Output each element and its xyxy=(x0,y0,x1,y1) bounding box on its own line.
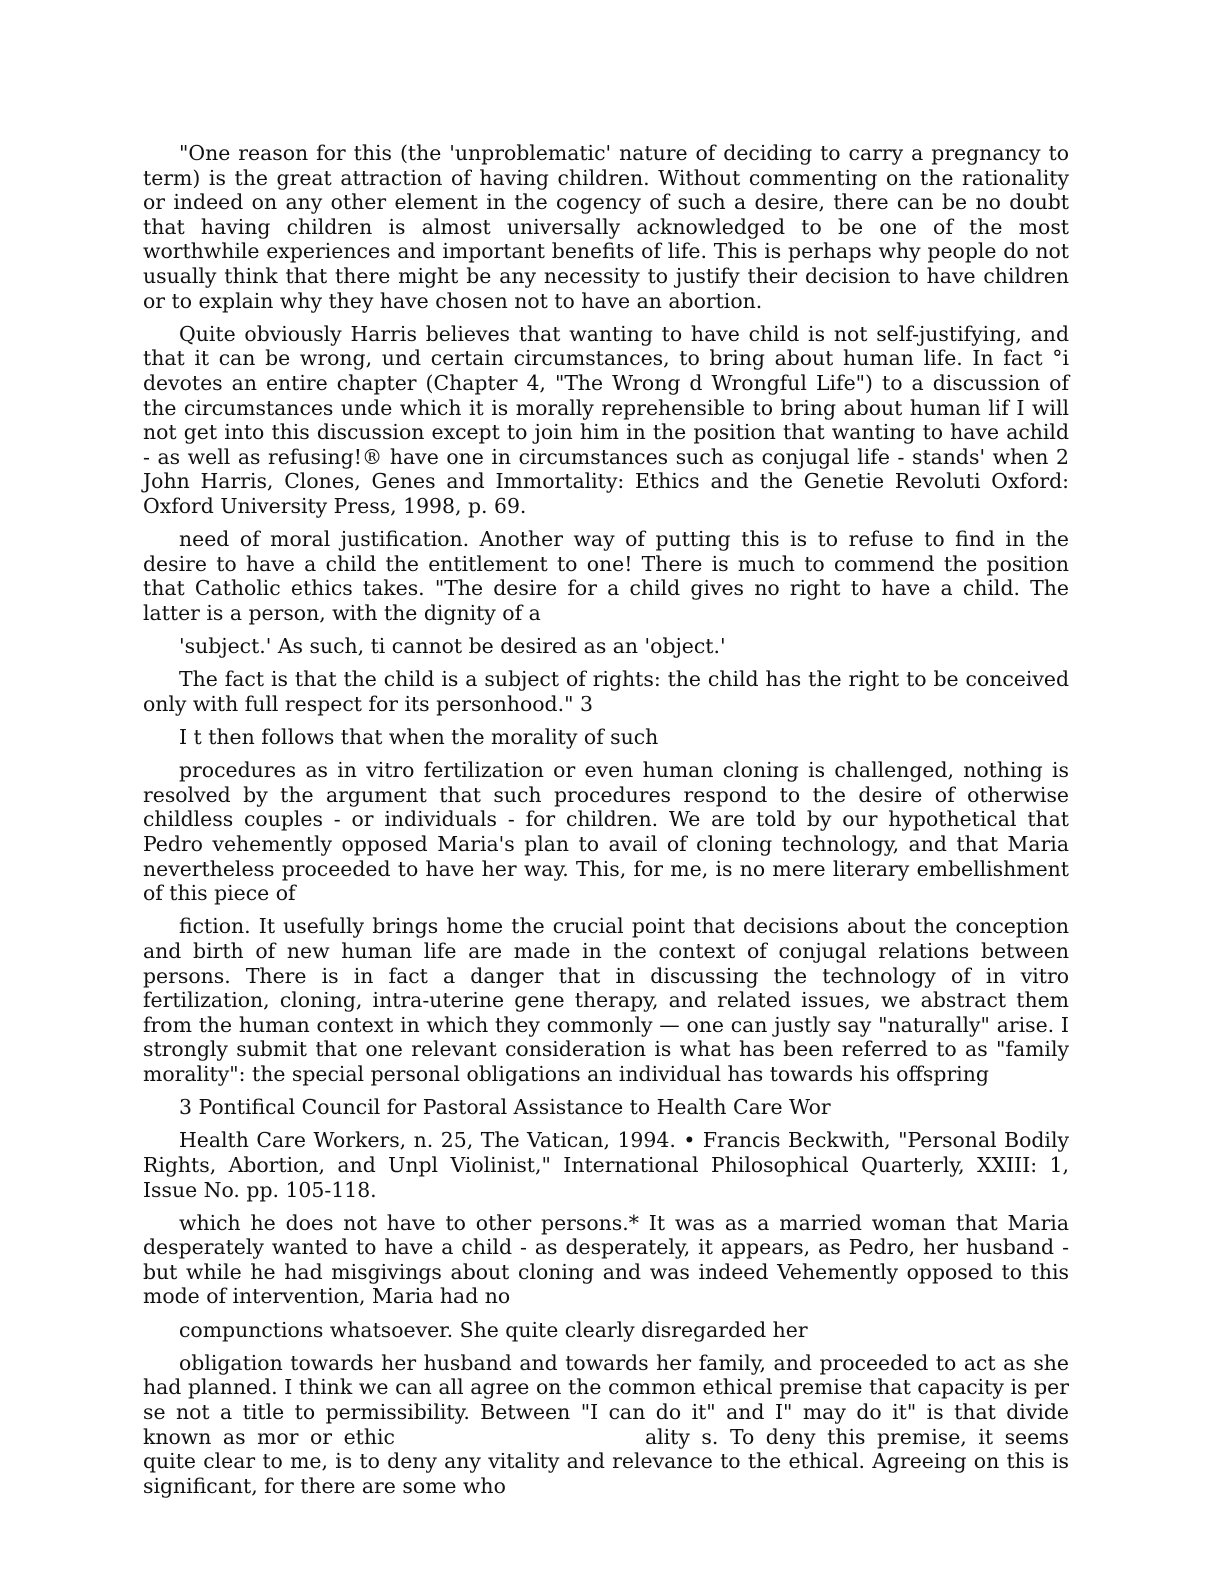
paragraph-then-follows: I t then follows that when the morality of such xyxy=(179,725,659,750)
paragraph-married-woman: which he does not have to other persons.* It was as a married woman that Maria desperately wanted to have a child - as desperately, it appears, as Pedro, her husband - but while he had misgivings about cloning and was indeed Vehemently opposed to this mode of intervention, Maria had no xyxy=(143,1210,1069,1309)
paragraph-obligation-part2: ality s. To deny this premise, it seems quite clear to me, is to deny any vitality and relevance to the ethical. Agreeing on this is significant, for there are some who xyxy=(143,1424,1069,1498)
paragraph-harris-belief: Quite obviously Harris believes that wanting to have child is not self-justifying, and that it can be wrong, und certain circumstances, to bring about human life. In fact °i devotes an entire chapter (Chapter 4, "The Wrong d Wrongful Life") to a discussion of the circumstances unde which it is morally reprehensible to bring about human lif I will not get into this discussion except to join him in the position that wanting to have achild - as well as refusing!® have one in circumstances such as conjugal life - stands' when 2 John Harris, Clones, Genes and Immortality: Ethics and the Genetie Revoluti Oxford: Oxford University Press, 1998, p. 69. xyxy=(143,321,1069,518)
paragraph-subject-object: 'subject.' As such, ti cannot be desired as an 'object.' xyxy=(179,634,726,659)
paragraph-subject-of-rights: The fact is that the child is a subject of rights: the child has the right to be conceived only with full respect for its personhood." 3 xyxy=(143,667,1069,716)
paragraph-fiction: fiction. It usefully brings home the crucial point that decisions about the conception and birth of new human life are made in the context of conjugal relations between persons. There is in fact a danger that in discussing the technology of in vitro fertilization, cloning, intra-uterine gene therapy, and related issues, we abstract them from the human context in which they commonly — one can justly say "naturally" arise. I strongly submit that one relevant consideration is what has been referred to as "family morality": the special personal obligations an individual has towards his offspring xyxy=(143,914,1069,1086)
paragraph-procedures: procedures as in vitro fertilization or even human cloning is challenged, nothing is resolved by the argument that such procedures respond to the desire of otherwise childless couples - or individuals - for children. We are told by our hypothetical that Pedro vehemently opposed Maria's plan to avail of cloning technology, and that Maria nevertheless proceeded to have her way. This, for me, is no mere literary embellishment of this piece of xyxy=(143,758,1069,906)
document-page xyxy=(143,141,1069,1507)
paragraph-obligation xyxy=(143,1351,1069,1499)
paragraph-obligation-part1: obligation towards her husband and towards her family, and proceeded to act as she had planned. I think we can all agree on the common ethical premise that capacity is per se not a title to permissibility. Between "I can do it" and I" may do it" is that divide known as mor or ethic xyxy=(143,1350,1069,1449)
footnote-pontifical-council: 3 Pontifical Council for Pastoral Assistance to Health Care Wor xyxy=(179,1095,831,1120)
paragraph-moral-justification: need of moral justification. Another way of putting this is to refuse to find in the desire to have a child the entitlement to one! There is much to commend the position that Catholic ethics takes. "The desire for a child gives no right to have a child. The latter is a person, with the dignity of a xyxy=(143,527,1069,625)
footnote-beckwith: Health Care Workers, n. 25, The Vatican, 1994. • Francis Beckwith, "Personal Bodily Rights, Abortion, and Unpl Violinist," International Philosophical Quarterly, XXIII: 1, Issue No. pp. 105-118. xyxy=(143,1128,1069,1202)
paragraph-quote-harris: "One reason for this (the 'unproblematic' nature of deciding to carry a pregnancy to term) is the great attraction of having children. Without commenting on the rationality or indeed on any other element in the cogency of such a desire, there can be no doubt that having children is almost universally acknowledged to be one of the most worthwhile experiences and important benefits of life. This is perhaps why people do not usually think that there might be any necessity to justify their decision to have children or to explain why they have chosen not to have an abortion. xyxy=(143,141,1069,313)
paragraph-compunctions: compunctions whatsoever. She quite clearly disregarded her xyxy=(179,1317,808,1342)
